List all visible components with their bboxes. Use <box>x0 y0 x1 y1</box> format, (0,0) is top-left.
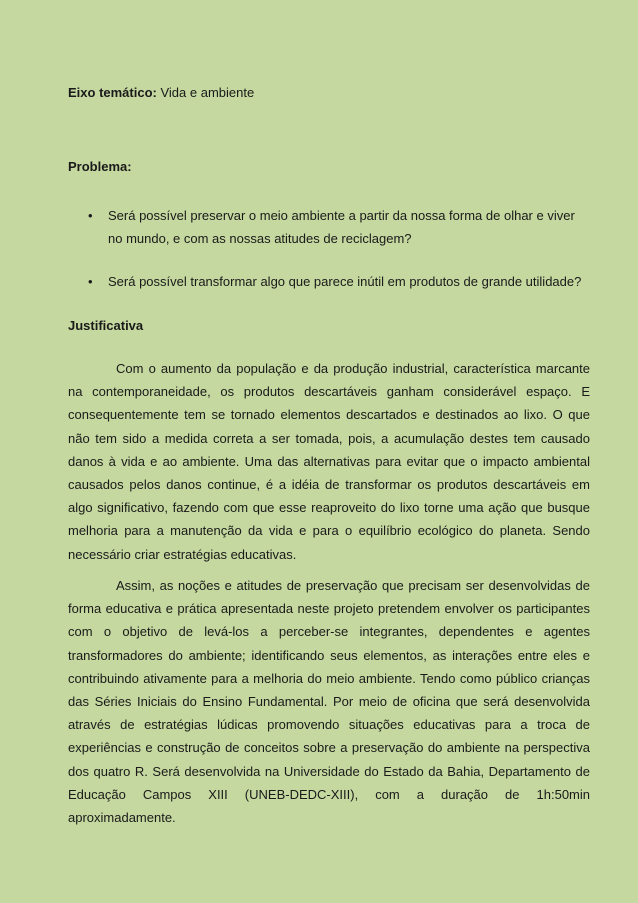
eixo-tematico-line <box>68 84 590 101</box>
problema-bullet-text: Será possível transformar algo que parece inútil em produtos de grande utilidade? <box>108 274 582 289</box>
problema-bullet-2 <box>68 270 590 293</box>
eixo-tematico-value: Vida e ambiente <box>156 85 255 100</box>
bullet-icon: • <box>88 274 93 289</box>
eixo-tematico-label: Eixo temático: <box>68 85 157 100</box>
paragraph-text: Com o aumento da população e da produção industrial, característica marcante na contemporaneidade, os produtos descartáveis ganham considerável espaço. E consequentemente tem se tornado elementos descartados e destinados ao lixo. O que não tem sido a medida correta a ser tomada, pois, a acumulação destes tem causado danos à vida e ao ambiente. Uma das alternativas para evitar que o impacto ambiental causados pelos danos continue, é a idéia de transformar os produtos descartáveis em algo significativo, fazendo com que esse reaproveito do lixo torne uma ação que busque melhoria para a manutenção da vida e para o equilíbrio ecológico do planeta. Sendo necessário criar estratégias educativas. <box>68 361 590 562</box>
bullet-icon: • <box>88 208 93 223</box>
justificativa-paragraph-2 <box>68 574 590 829</box>
paragraph-text: Assim, as noções e atitudes de preservação que precisam ser desenvolvidas de forma educativa e prática apresentada neste projeto pretendem envolver os participantes com o objetivo de levá-los a perceber-se integrantes, dependentes e agentes transformadores do ambiente; identificando seus elementos, as interações entre eles e contribuindo ativamente para a melhoria do meio ambiente. Tendo como público crianças das Séries Iniciais do Ensino Fundamental. Por meio de oficina que será desenvolvida através de estratégias lúdicas promovendo situações educativas para a troca de experiências e construção de conceitos sobre a preservação do ambiente na perspectiva dos quatro R. Será desenvolvida na Universidade do Estado da Bahia, Departamento de Educação Campos XIII (UNEB-DEDC-XIII), com a duração de 1h:50min aproximadamente. <box>68 578 590 826</box>
problema-bullet-1 <box>68 204 590 250</box>
problema-bullet-text: Será possível preservar o meio ambiente a partir da nossa forma de olhar e viver no mundo, e com as nossas atitudes de reciclagem? <box>108 208 575 246</box>
problema-heading: Problema: <box>68 159 132 174</box>
justificativa-heading: Justificativa <box>68 318 144 333</box>
justificativa-paragraph-1 <box>68 357 590 566</box>
